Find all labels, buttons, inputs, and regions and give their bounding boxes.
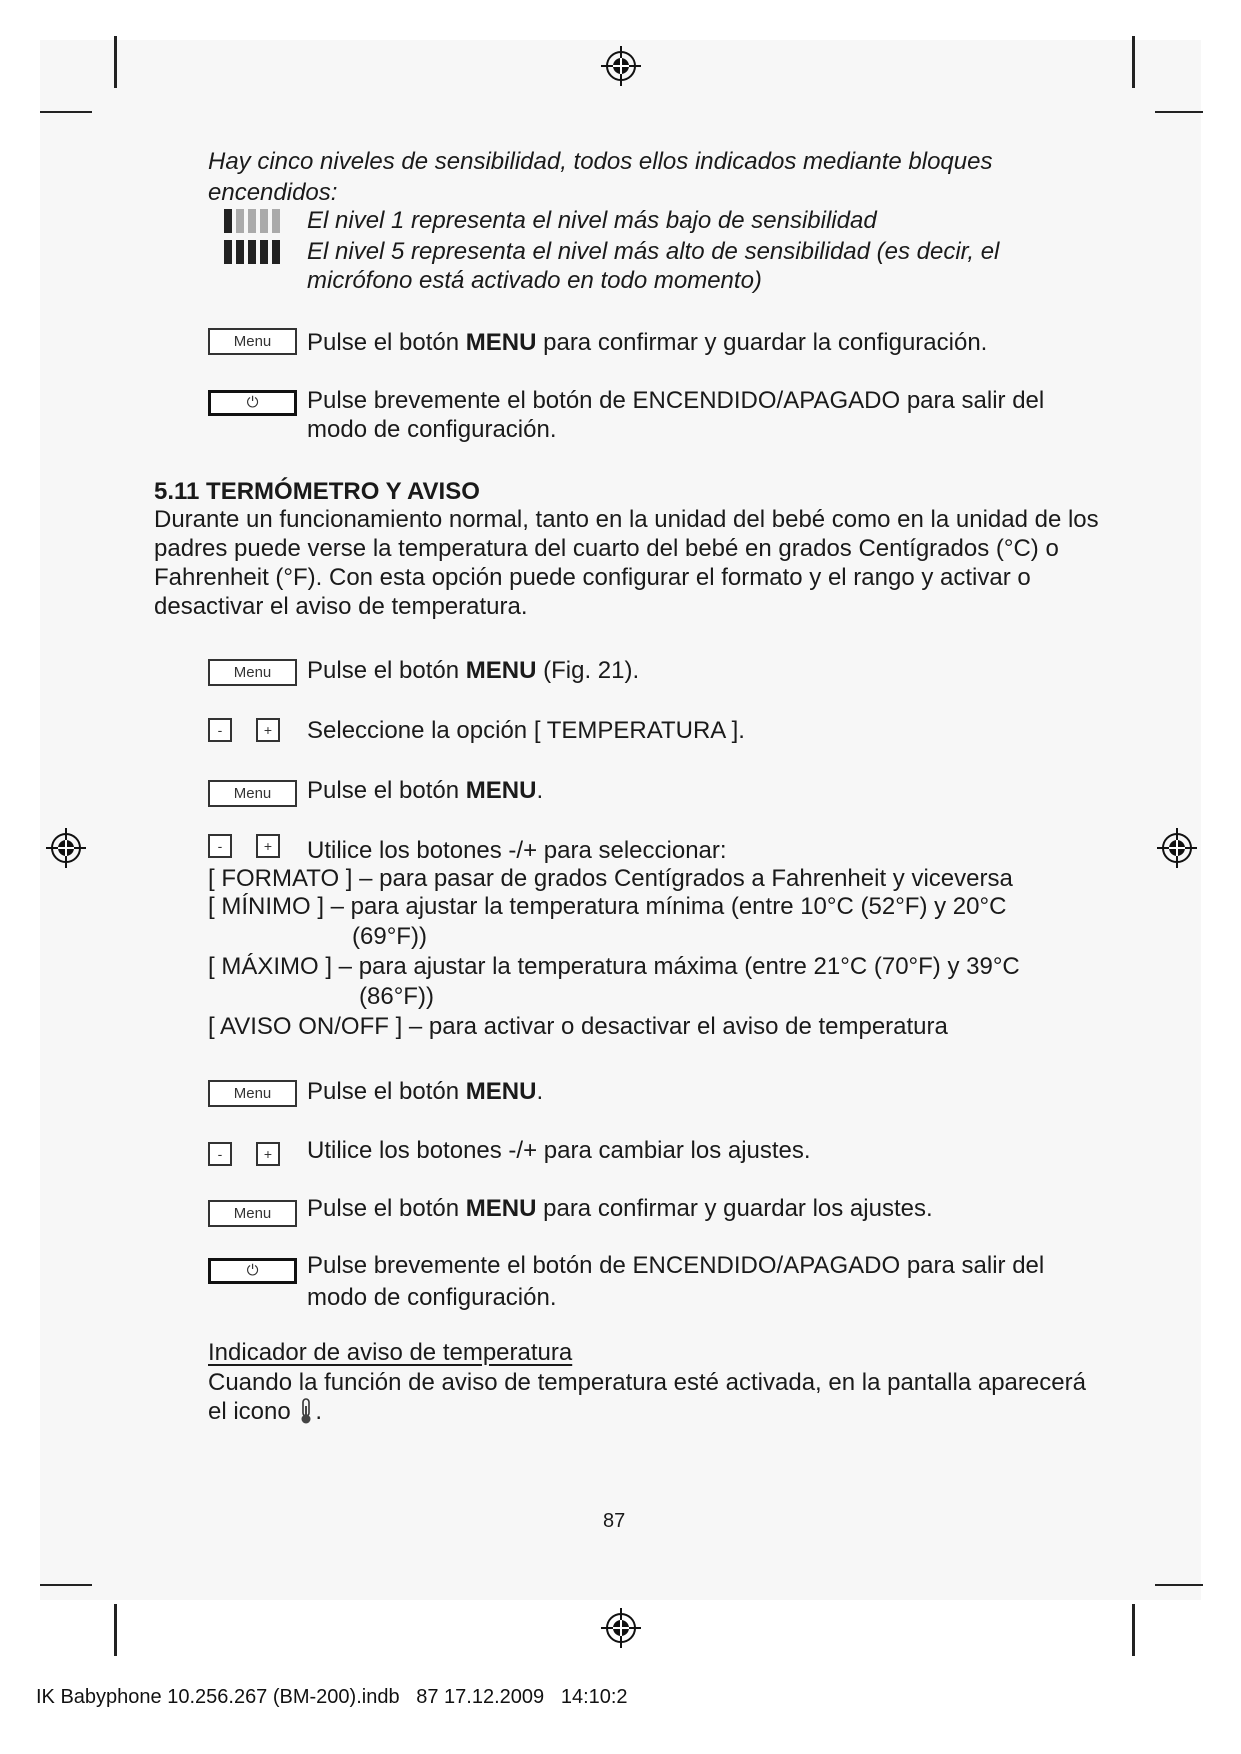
- menu-bold-label: MENU: [465, 657, 537, 684]
- step-confirm-settings: [307, 1194, 1107, 1223]
- indicator-body: [208, 1368, 1088, 1426]
- section-heading: 5.11 TERMÓMETRO Y AVISO: [154, 478, 480, 505]
- crop-mark: [1132, 36, 1135, 88]
- page-number: 87: [603, 1510, 626, 1532]
- step-text: para confirmar y guardar la configuración.: [536, 329, 988, 356]
- step-text: Pulse el botón: [307, 777, 466, 804]
- menu-bold-label: MENU: [465, 1078, 537, 1105]
- section-body: Durante un funcionamiento normal, tanto en la unidad del bebé como en la unidad de los padres puede verse la temperatura del cuarto del bebé en grados Centígrados (°C) o Fahrenheit (°F). Con esta opción puede configurar el formato y el rango y activar o desactivar el aviso de temperatura.: [154, 506, 1099, 620]
- thermometer-icon: [297, 1397, 315, 1425]
- crop-mark: [1132, 1604, 1135, 1656]
- sensitivity-level-5-icon: [224, 240, 280, 264]
- menu-key-icon: Menu: [208, 659, 297, 686]
- option-format: [ FORMATO ] – para pasar de grados Centígrados a Fahrenheit y viceversa: [208, 865, 1013, 892]
- option-min: [ MÍNIMO ] – para ajustar la temperatura mínima (entre 10°C (52°F) y 20°C: [208, 893, 1007, 920]
- plus-key-icon: +: [256, 1142, 280, 1166]
- sensitivity-level-1-text: El nivel 1 representa el nivel más bajo de sensibilidad: [307, 207, 877, 234]
- step-press-menu-3: [307, 1077, 1107, 1106]
- step-exit-config: Pulse brevemente el botón de ENCENDIDO/APAGADO para salir del modo de configuración.: [307, 387, 1045, 443]
- indicator-text: Cuando la función de aviso de temperatura esté activada, en la pantalla aparecerá el icono: [208, 1369, 1086, 1425]
- step-select-temperature: Seleccione la opción [ TEMPERATURA ].: [307, 717, 745, 744]
- registration-mark-icon: [599, 1606, 643, 1650]
- crop-mark: [114, 1604, 117, 1656]
- menu-key-icon: Menu: [208, 780, 297, 807]
- power-key-icon: ⏻: [208, 390, 297, 416]
- step-use-buttons: Utilice los botones -/+ para seleccionar:: [307, 837, 727, 864]
- option-max: [ MÁXIMO ] – para ajustar la temperatura máxima (entre 21°C (70°F) y 39°C: [208, 953, 1020, 980]
- minus-key-icon: -: [208, 834, 232, 858]
- crop-mark: [40, 111, 92, 113]
- step-text: Pulse el botón: [307, 1078, 466, 1105]
- crop-mark: [1155, 1584, 1203, 1586]
- step-exit-config-2: Pulse brevemente el botón de ENCENDIDO/APAGADO para salir del modo de configuración.: [307, 1252, 1045, 1311]
- plus-key-icon: +: [256, 718, 280, 742]
- step-text: Pulse el botón: [307, 329, 466, 356]
- minus-key-icon: -: [208, 1142, 232, 1166]
- registration-mark-icon: [1155, 826, 1199, 870]
- crop-mark: [114, 36, 117, 88]
- crop-mark: [40, 1584, 92, 1586]
- step-text: Pulse el botón: [307, 1195, 466, 1222]
- minus-key-icon: -: [208, 718, 232, 742]
- menu-key-icon: Menu: [208, 1200, 297, 1227]
- indicator-heading: Indicador de aviso de temperatura: [208, 1339, 573, 1366]
- registration-mark-icon: [44, 826, 88, 870]
- print-footer: IK Babyphone 10.256.267 (BM-200).indb 87 17.12.2009 14:10:2: [36, 1686, 628, 1708]
- step-press-menu: [307, 656, 1107, 685]
- sensitivity-level-1-icon: [224, 209, 280, 233]
- menu-key-icon: Menu: [208, 1080, 297, 1107]
- registration-mark-icon: [599, 44, 643, 88]
- option-alarm: [ AVISO ON/OFF ] – para activar o desactivar el aviso de temperatura: [208, 1013, 948, 1040]
- power-key-icon: ⏻: [208, 1258, 297, 1284]
- option-min-cont: (69°F)): [352, 923, 427, 950]
- step-press-menu-2: [307, 776, 1107, 805]
- step-text: para confirmar y guardar los ajustes.: [536, 1195, 933, 1222]
- sensitivity-level-5-text: El nivel 5 representa el nivel más alto de sensibilidad (es decir, el micrófono está activado en todo momento): [307, 238, 1000, 294]
- crop-mark: [1155, 111, 1203, 113]
- menu-bold-label: MENU: [465, 1195, 537, 1222]
- step-change-settings: Utilice los botones -/+ para cambiar los ajustes.: [307, 1137, 811, 1164]
- step-text: .: [536, 1078, 544, 1105]
- menu-key-icon: Menu: [208, 328, 297, 355]
- step-text: Pulse el botón: [307, 657, 466, 684]
- step-text: (Fig. 21).: [536, 657, 640, 684]
- option-max-cont: (86°F)): [359, 983, 434, 1010]
- menu-bold-label: MENU: [465, 777, 537, 804]
- sensitivity-intro: Hay cinco niveles de sensibilidad, todos ellos indicados mediante bloques encendidos:: [208, 148, 993, 206]
- menu-bold-label: MENU: [465, 329, 537, 356]
- step-confirm-config: [307, 328, 1107, 357]
- plus-key-icon: +: [256, 834, 280, 858]
- indicator-text-end: .: [315, 1398, 323, 1425]
- step-text: .: [536, 777, 544, 804]
